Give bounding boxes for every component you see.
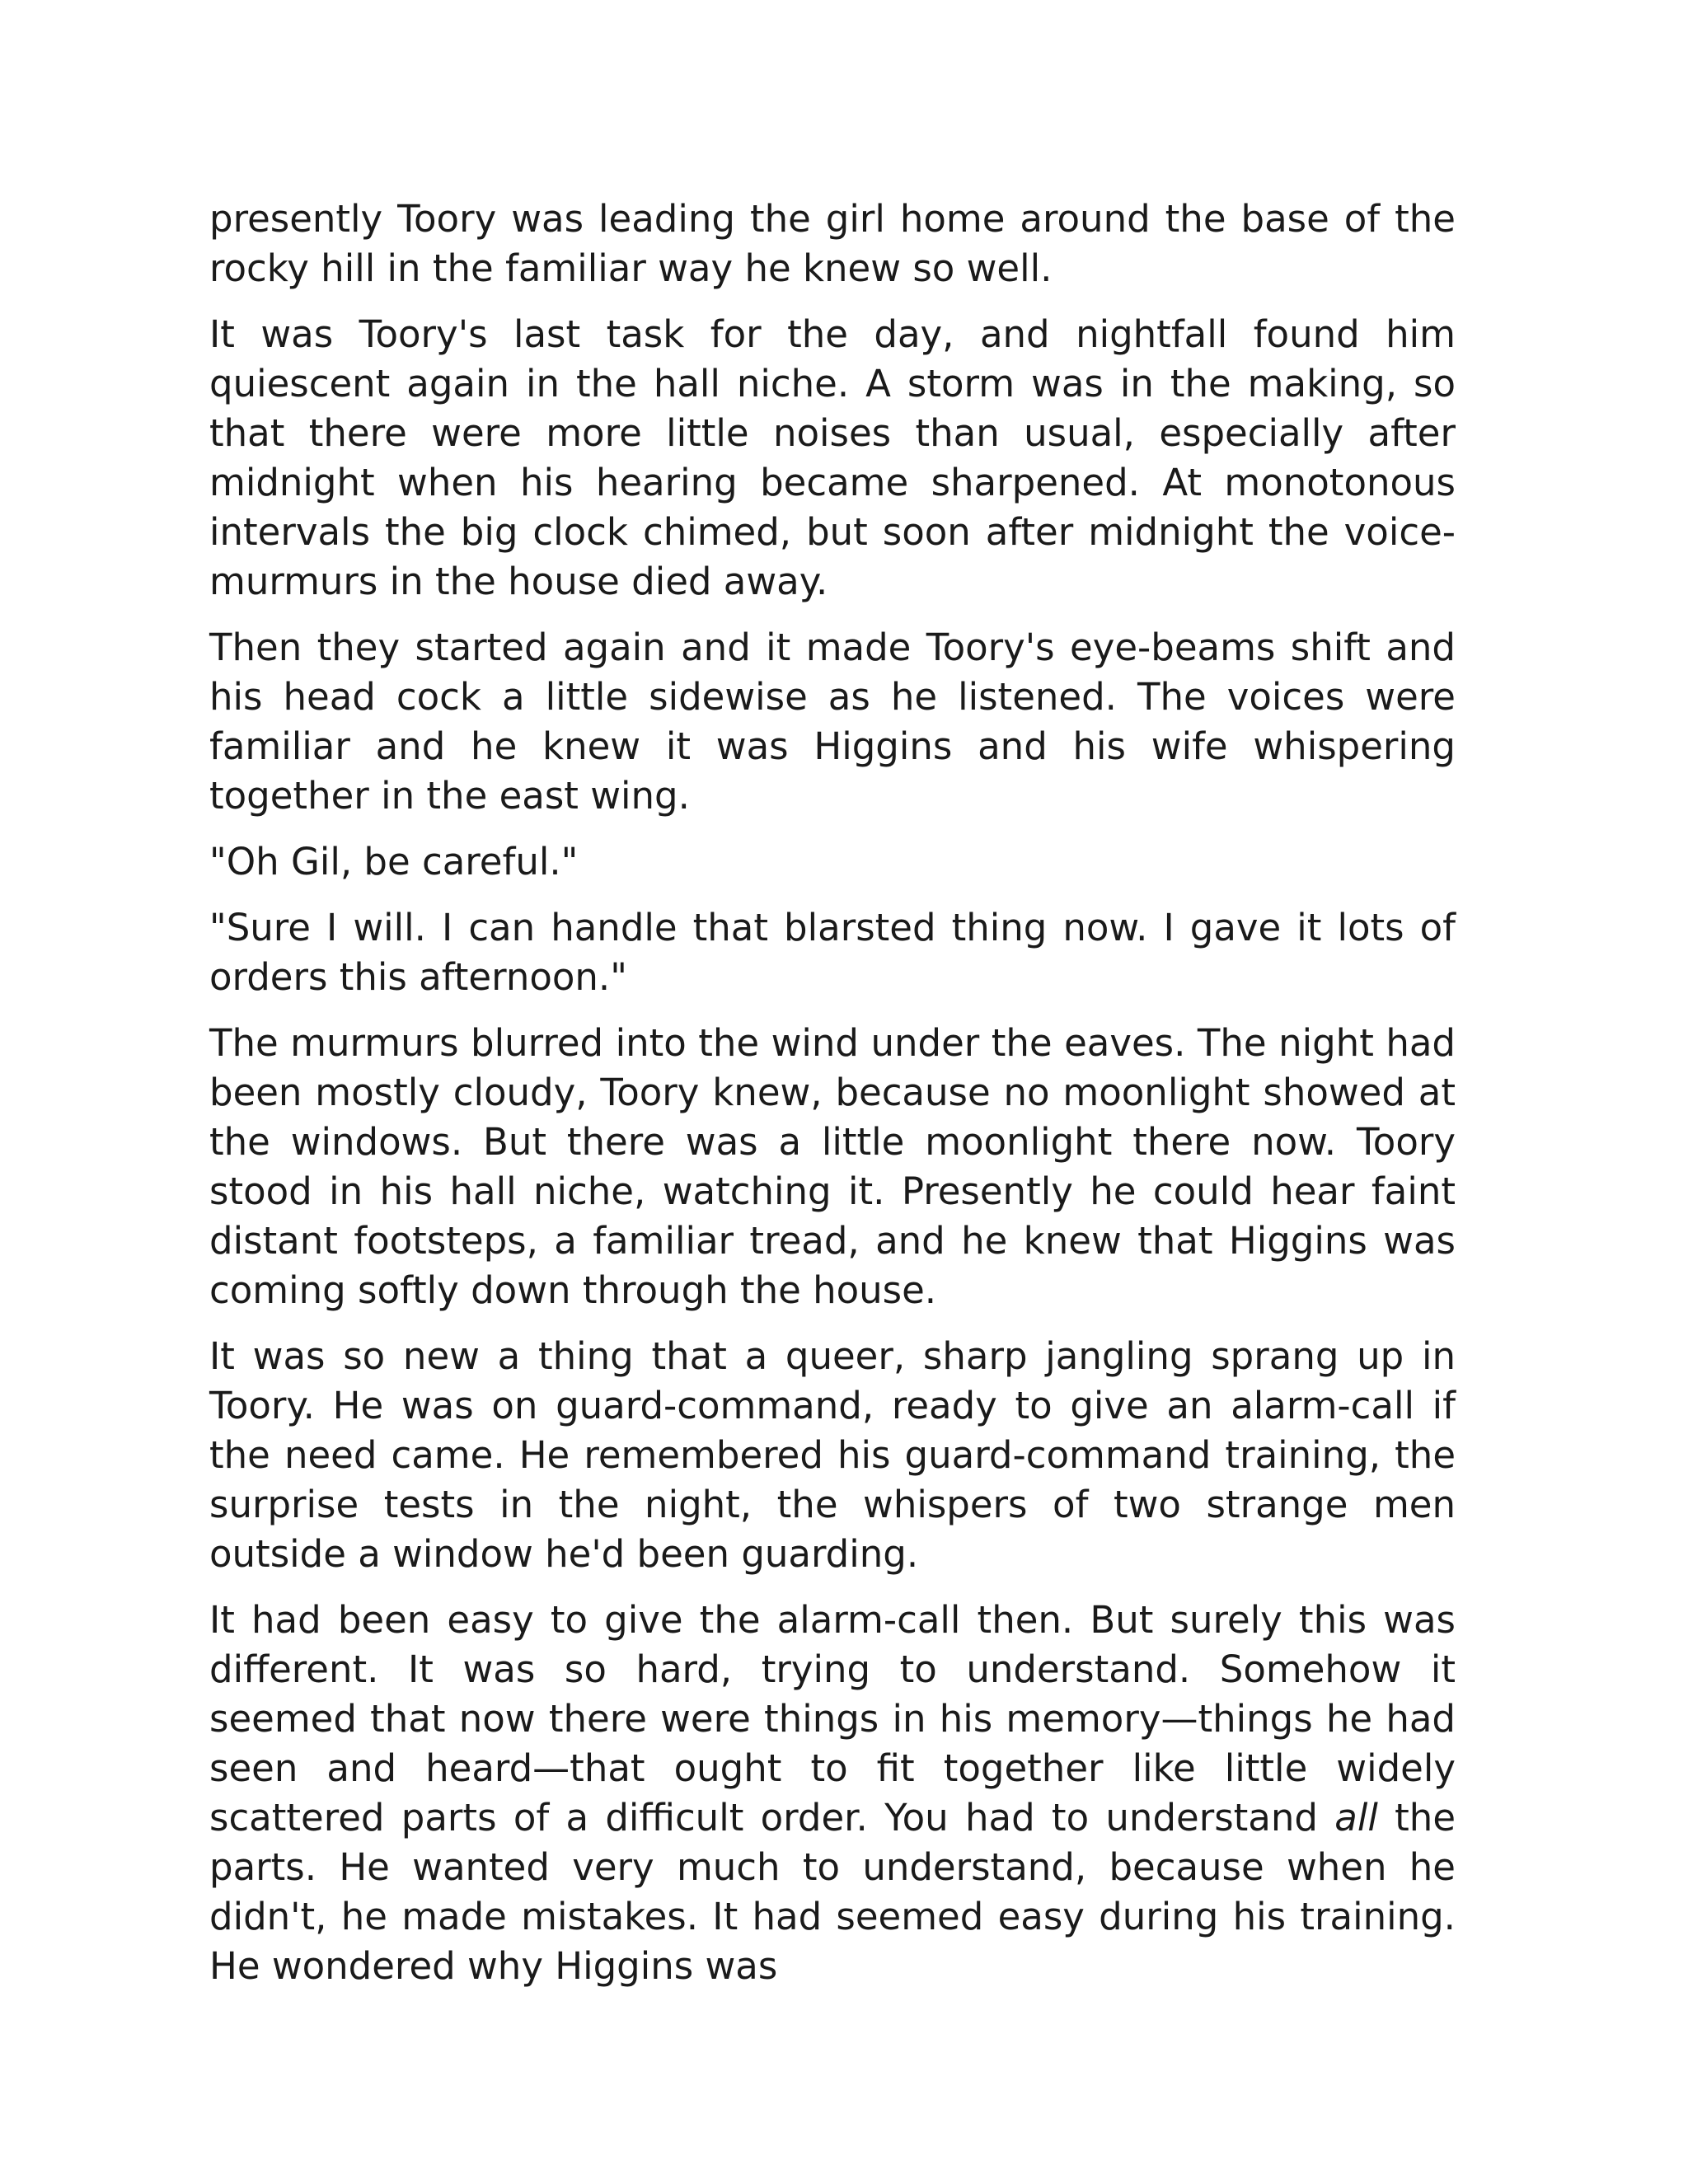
paragraph-8-text-after: the parts. He wanted very much to understand, because when he didn't, he made mistakes. It had seemed easy during his training. He wondered why Higgins was: [209, 1796, 1456, 1988]
paragraph-8-text-before: It had been easy to give the alarm-call then. But surely this was different. It was so hard, trying to understand. Somehow it seemed that now there were things in his memory—things he had seen and heard—that ought to fit together like little widely scattered parts of a difficult order. You had to understand: [209, 1598, 1456, 1840]
body-text: [209, 194, 1456, 2008]
paragraph-8-emphasis: all: [1334, 1796, 1378, 1840]
paragraph-5-dialogue: "Sure I will. I can handle that blarsted thing now. I gave it lots of orders this afternoon.": [209, 906, 1456, 999]
paragraph-7: It was so new a thing that a queer, sharp jangling sprang up in Toory. He was on guard-command, ready to give an alarm-call if the need came. He remembered his guard-command training, the surprise tests in the night, the whispers of two strange men outside a window he'd been guarding.: [209, 1334, 1456, 1576]
paragraph-2: It was Toory's last task for the day, and nightfall found him quiescent again in the hall niche. A storm was in the making, so that there were more little noises than usual, especially after midnight when his hearing became sharpened. At monotonous intervals the big clock chimed, but soon after midnight the voice-murmurs in the house died away.: [209, 312, 1456, 603]
paragraph-8: [209, 1596, 1456, 1991]
paragraph-3: Then they started again and it made Toory's eye-beams shift and his head cock a little sidewise as he listened. The voices were familiar and he knew it was Higgins and his wife whispering together in the east wing.: [209, 626, 1456, 818]
paragraph-1: presently Toory was leading the girl home around the base of the rocky hill in the familiar way he knew so well.: [209, 197, 1456, 290]
paragraph-6: The murmurs blurred into the wind under the eaves. The night had been mostly cloudy, Toory knew, because no moonlight showed at the windows. But there was a little moonlight there now. Toory stood in his hall niche, watching it. Presently he could hear faint distant footsteps, a familiar tread, and he knew that Higgins was coming softly down through the house.: [209, 1021, 1456, 1312]
paragraph-4-dialogue: "Oh Gil, be careful.": [209, 840, 579, 883]
